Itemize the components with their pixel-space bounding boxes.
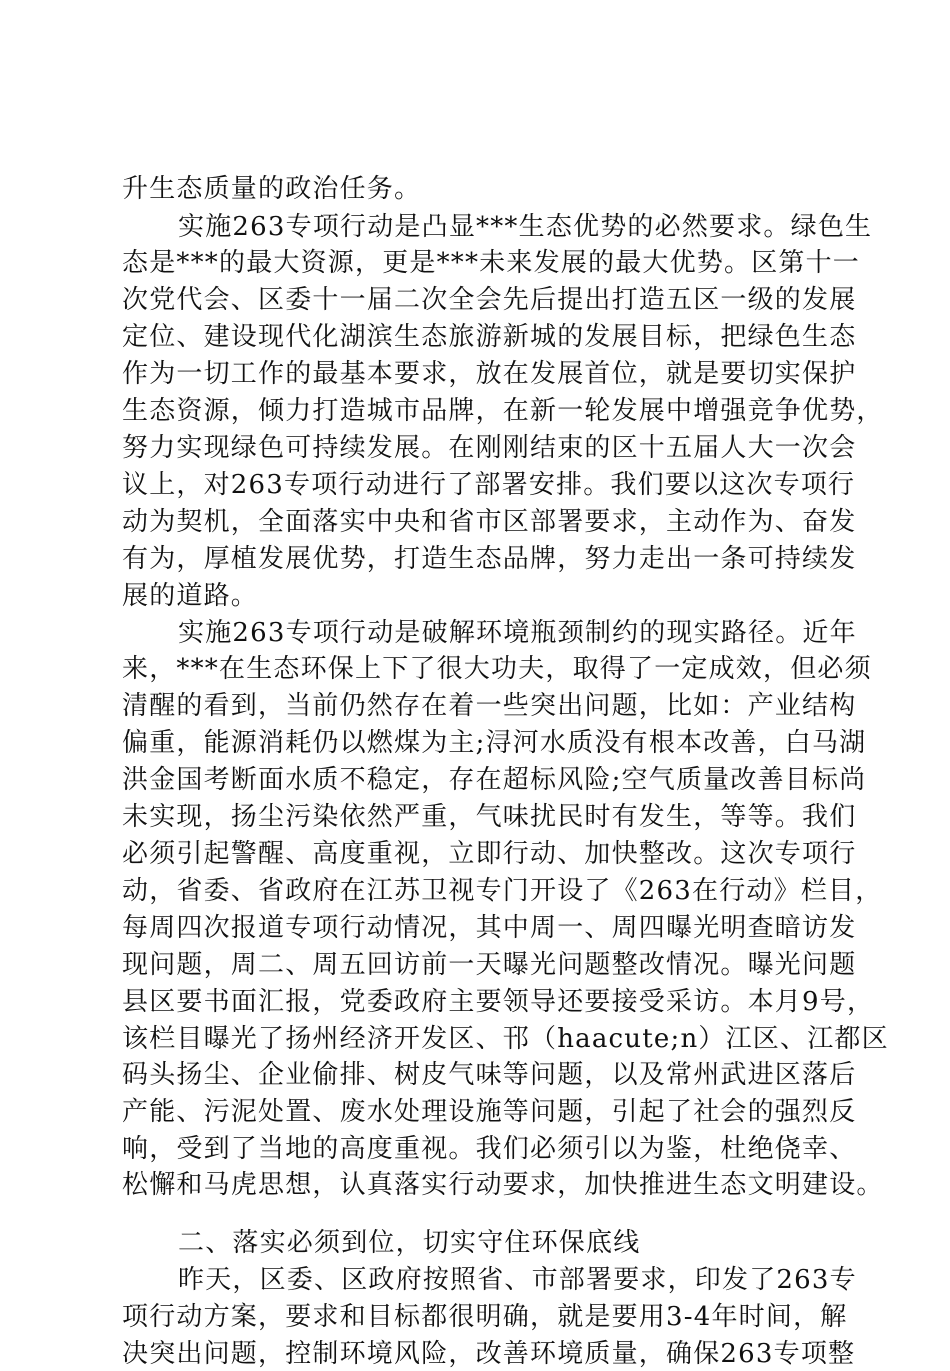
text-line: 昨天，区委、区政府按照省、市部署要求，印发了263专	[178, 1265, 857, 1295]
text-line: 动，省委、省政府在江苏卫视专门开设了《263在行动》栏目，	[122, 876, 883, 906]
text-line: 洪金国考断面水质不稳定，存在超标风险;空气质量改善目标尚	[122, 765, 867, 795]
text-line: 响，受到了当地的高度重视。我们必须引以为鉴，杜绝侥幸、	[122, 1134, 857, 1164]
text-line: 该栏目曝光了扬州经济开发区、邗（haacute;n）江区、江都区	[122, 1024, 889, 1054]
text-line: 松懈和马虎思想，认真落实行动要求，加快推进生态文明建设。	[122, 1170, 884, 1200]
text-line: 动为契机，全面落实中央和省市区部署要求，主动作为、奋发	[122, 507, 857, 537]
text-line: 码头扬尘、企业偷排、树皮气味等问题，以及常州武进区落后	[122, 1060, 857, 1090]
text-line: 展的道路。	[122, 581, 259, 611]
text-line: 次党代会、区委十一届二次全会先后提出打造五区一级的发展	[122, 285, 857, 315]
section-heading: 二、落实必须到位，切实守住环保底线	[178, 1228, 641, 1258]
text-line: 每周四次报道专项行动情况，其中周一、周四曝光明查暗访发	[122, 913, 857, 943]
text-line: 议上，对263专项行动进行了部署安排。我们要以这次专项行	[122, 470, 856, 500]
text-line: 来，***在生态环保上下了很大功夫，取得了一定成效，但必须	[122, 654, 872, 684]
text-line: 作为一切工作的最基本要求，放在发展首位，就是要切实保护	[122, 359, 857, 389]
text-line: 实施263专项行动是破解环境瓶颈制约的现实路径。近年	[178, 618, 857, 648]
text-line: 项行动方案，要求和目标都很明确，就是要用3-4年时间，解	[122, 1302, 848, 1332]
text-line: 实施263专项行动是凸显***生态优势的必然要求。绿色生	[178, 212, 873, 242]
text-line: 升生态质量的政治任务。	[122, 174, 422, 204]
text-line: 未实现，扬尘污染依然严重，气味扰民时有发生，等等。我们	[122, 802, 857, 832]
text-line: 必须引起警醒、高度重视，立即行动、加快整改。这次专项行	[122, 839, 857, 869]
text-line: 态是***的最大资源，更是***未来发展的最大优势。区第十一	[122, 248, 861, 278]
text-line: 决突出问题，控制环境风险，改善环境质量，确保263专项整	[122, 1339, 856, 1369]
text-line: 产能、污泥处置、废水处理设施等问题，引起了社会的强烈反	[122, 1097, 857, 1127]
text-line: 清醒的看到，当前仍然存在着一些突出问题，比如：产业结构	[122, 691, 857, 721]
text-line: 生态资源，倾力打造城市品牌，在新一轮发展中增强竞争优势，	[122, 396, 884, 426]
text-line: 有为，厚植发展优势，打造生态品牌，努力走出一条可持续发	[122, 544, 857, 574]
text-line: 努力实现绿色可持续发展。在刚刚结束的区十五届人大一次会	[122, 433, 857, 463]
text-line: 现问题，周二、周五回访前一天曝光问题整改情况。曝光问题	[122, 950, 857, 980]
text-line: 县区要书面汇报，党委政府主要领导还要接受采访。本月9号，	[122, 987, 875, 1017]
text-line: 偏重，能源消耗仍以燃煤为主;浔河水质没有根本改善，白马湖	[122, 728, 867, 758]
text-line: 定位、建设现代化湖滨生态旅游新城的发展目标，把绿色生态	[122, 322, 857, 352]
